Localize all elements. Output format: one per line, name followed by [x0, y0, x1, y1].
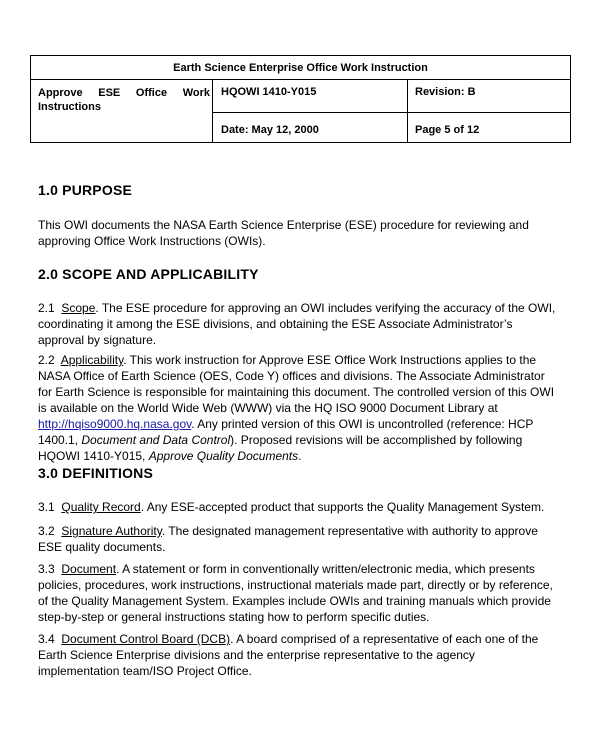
- revision: Revision: B: [415, 86, 476, 98]
- purpose-heading: 1.0 PURPOSE: [38, 182, 133, 198]
- para-number: 2.2: [38, 353, 55, 367]
- scope-paragraph: [38, 300, 558, 348]
- para-text: . Any ESE-accepted product that supports the Quality Management System.: [140, 500, 545, 514]
- header-divider: [212, 80, 213, 142]
- para-number: 2.1: [38, 301, 55, 315]
- para-number: 3.3: [38, 562, 55, 576]
- para-number: 3.1: [38, 500, 55, 514]
- term: Signature Authority: [61, 524, 162, 538]
- scope-heading: 2.0 SCOPE AND APPLICABILITY: [38, 266, 259, 282]
- para-text: . Any printed version of this OWI is uncontrolled (reference: HCP 1400.1,: [38, 417, 534, 447]
- para-text: . This work instruction for Approve ESE Office Work Instructions applies to the NASA Office of Earth Science (OES, Code Y) offices and divisions. The Associate Administrator for Earth Science is responsible for maintaining this document. The controlled version of this OWI is available on the World Wide Web (WWW) via the HQ ISO 9000 Document Library at: [38, 353, 555, 415]
- para-text: ). Proposed revisions will be accomplished by following HQOWI 1410-Y015,: [38, 433, 523, 463]
- owi-title: Approve ESE Office Work Instructions: [38, 87, 210, 113]
- term: Document Control Board (DCB): [61, 632, 231, 646]
- document-library-link[interactable]: http://hqiso9000.hq.nasa.gov: [38, 417, 192, 431]
- para-text: . The designated management representative with authority to approve ESE quality documents.: [38, 524, 538, 554]
- issue-date: Date: May 12, 2000: [221, 124, 319, 136]
- para-number: 3.2: [38, 524, 55, 538]
- para-text: . A board comprised of a representative of each one of the Earth Science Enterprise divisions and the enterprise representative to the agency implementation team/ISO Project Office.: [38, 632, 539, 678]
- header-divider: [407, 80, 408, 142]
- term: Scope: [61, 301, 96, 315]
- term: Quality Record: [61, 500, 141, 514]
- definition-item: [38, 499, 558, 515]
- reference-title: Approve Quality Documents: [148, 449, 299, 463]
- header-divider: [212, 112, 570, 113]
- header-table: [30, 55, 571, 143]
- para-number: 3.4: [38, 632, 55, 646]
- term: Document: [61, 562, 117, 576]
- term: Applicability: [60, 353, 124, 367]
- para-text: .: [298, 449, 302, 463]
- purpose-text: This OWI documents the NASA Earth Science Enterprise (ESE) procedure for reviewing and approving Office Work Instructions (OWIs).: [38, 218, 529, 248]
- definition-item: [38, 523, 558, 555]
- doc-number: HQOWI 1410-Y015: [221, 86, 317, 98]
- definitions-heading: 3.0 DEFINITIONS: [38, 465, 154, 481]
- definition-item: [38, 631, 558, 679]
- applicability-paragraph: [38, 352, 558, 464]
- reference-title: Document and Data Control: [81, 433, 231, 447]
- page-number: Page 5 of 12: [415, 124, 480, 136]
- definition-item: [38, 561, 558, 625]
- para-text: . A statement or form in conventionally written/electronic media, which presents policies, procedures, work instructions, instructional materials made part, directly or by reference, of the Quality Management System. Examples include OWIs and training manuals which provide step-by-step or general instructions stating how to perform specific duties.: [38, 562, 553, 624]
- header-title: Earth Science Enterprise Office Work Instruction: [31, 56, 570, 80]
- para-text: . The ESE procedure for approving an OWI includes verifying the accuracy of the OWI, coordinating it among the ESE divisions, and obtaining the ESE Associate Administrator’s approval by signature.: [38, 301, 556, 347]
